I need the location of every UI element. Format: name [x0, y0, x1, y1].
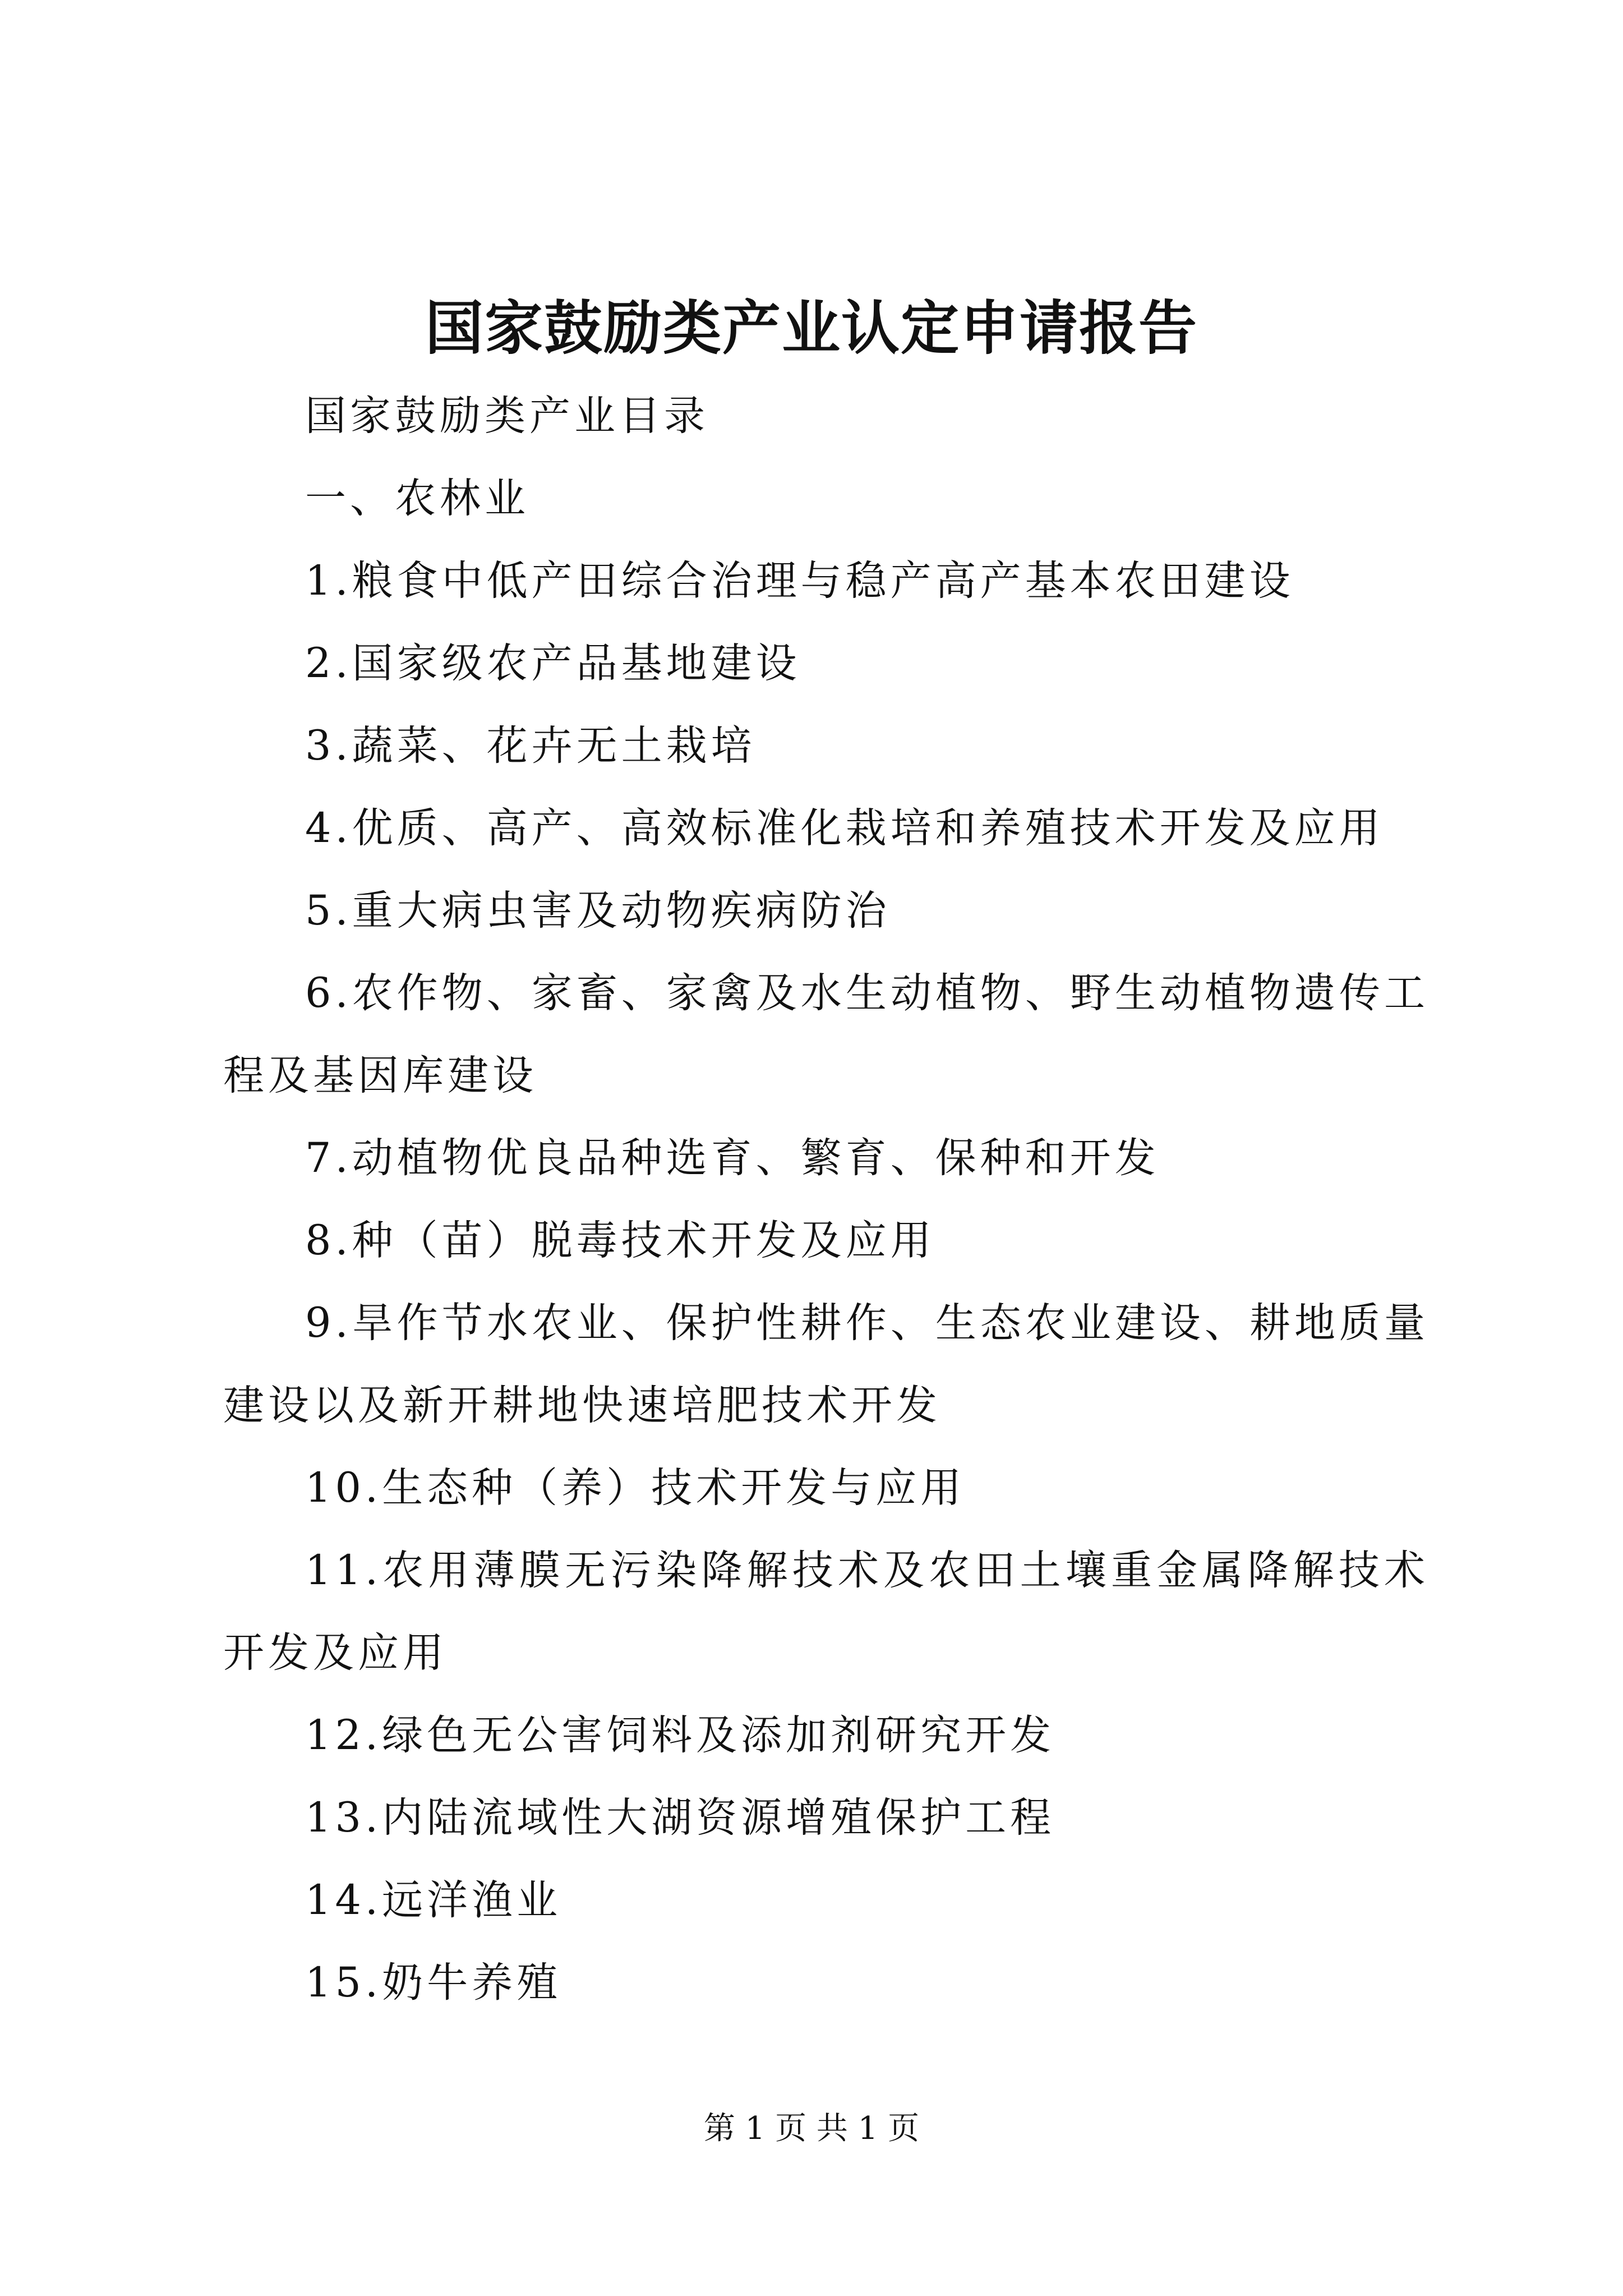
paragraph: 10.生态种（养）技术开发与应用 [305, 1464, 966, 1512]
paragraph: 15.奶牛养殖 [305, 1959, 562, 2007]
paragraph: 12.绿色无公害饲料及添加剂研究开发 [305, 1711, 1055, 1759]
document-title: 国家鼓励类产业认定申请报告 [425, 293, 1198, 362]
paragraph: 8.种（苗）脱毒技术开发及应用 [305, 1217, 935, 1264]
paragraph: 13.内陆流域性大湖资源增殖保护工程 [305, 1794, 1055, 1842]
paragraph: 9.旱作节水农业、保护性耕作、生态农业建设、耕地质量建设以及新开耕地快速培肥技术开发 [223, 1299, 1429, 1429]
paragraph: 国家鼓励类产业目录 [305, 392, 709, 440]
paragraph: 11.农用薄膜无污染降解技术及农田土壤重金属降解技术开发及应用 [223, 1547, 1429, 1677]
paragraph: 2.国家级农产品基地建设 [305, 639, 801, 687]
paragraph: 一、农林业 [305, 475, 529, 522]
paragraph: 5.重大病虫害及动物疾病防治 [305, 887, 891, 935]
paragraph: 6.农作物、家畜、家禽及水生动植物、野生动植物遗传工程及基因库建设 [223, 969, 1429, 1099]
paragraph: 3.蔬菜、花卉无土栽培 [305, 722, 756, 770]
paragraph: 4.优质、高产、高效标准化栽培和养殖技术开发及应用 [305, 804, 1384, 852]
paragraph: 14.远洋渔业 [305, 1876, 562, 1924]
page-footer: 第 1 页 共 1 页 [703, 2110, 920, 2147]
paragraph: 1.粮食中低产田综合治理与稳产高产基本农田建设 [305, 557, 1294, 605]
document-body [223, 375, 1429, 2024]
paragraph: 7.动植物优良品种选育、繁育、保种和开发 [305, 1134, 1160, 1182]
